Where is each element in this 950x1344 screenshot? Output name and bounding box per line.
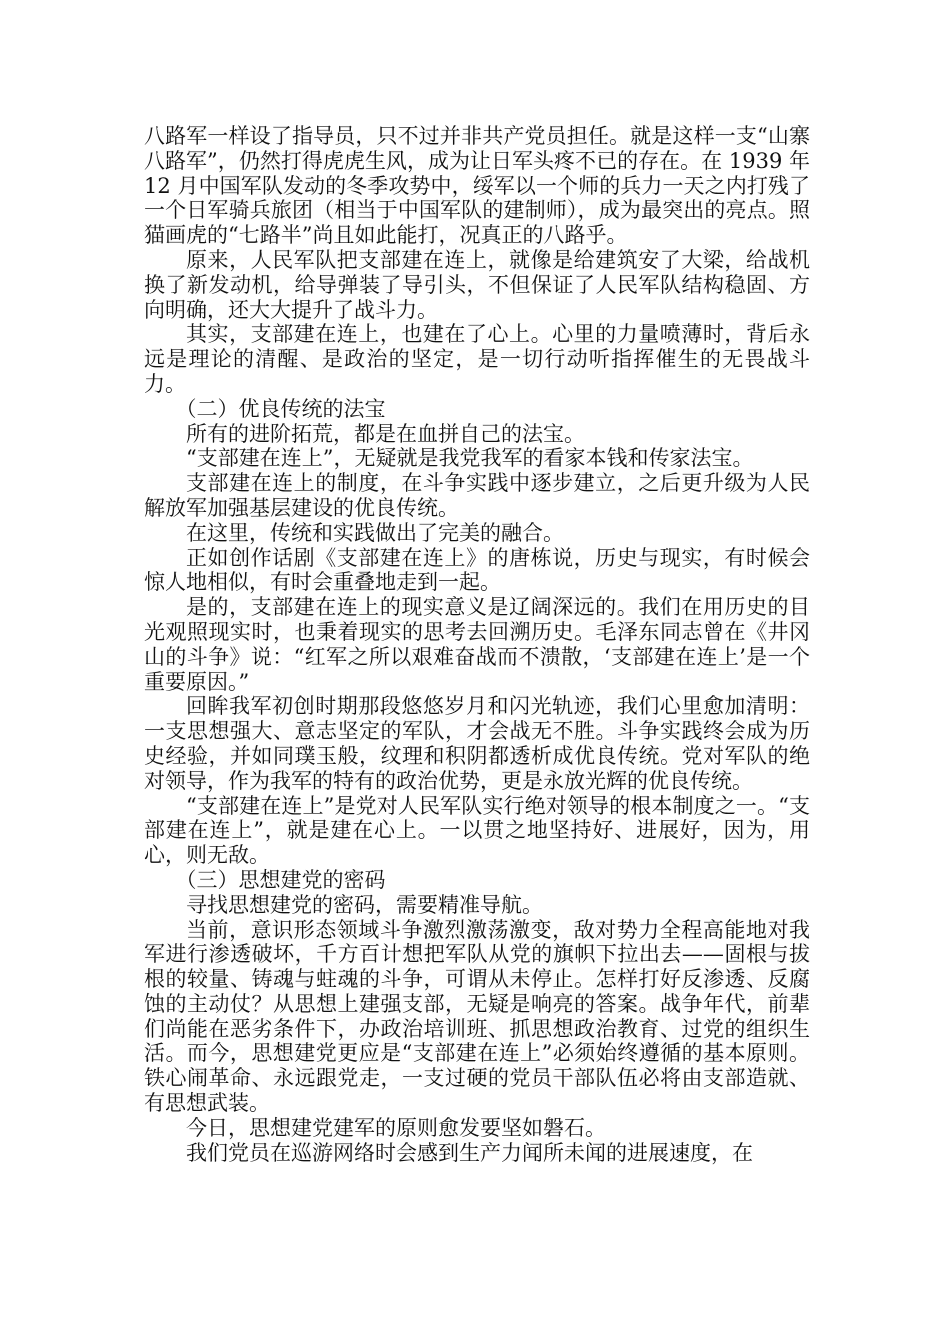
- paragraph: “支部建在连上”是党对人民军队实行绝对领导的根本制度之一。“支部建在连上”，就是建在心上。一以贯之地坚持好、进展好，因为，用心，则无敌。: [144, 793, 810, 868]
- section-heading: （三）思想建党的密码: [175, 867, 386, 892]
- document-page: [144, 124, 810, 1165]
- paragraph: 在这里，传统和实践做出了完美的融合。: [186, 520, 564, 545]
- paragraph: “支部建在连上”，无疑就是我党我军的看家本钱和传家法宝。: [186, 446, 754, 471]
- paragraph: 原来，人民军队把支部建在连上，就像是给建筑安了大梁，给战机换了新发动机，给导弹装了导引头，不但保证了人民军队结构稳固、方向明确，还大大提升了战斗力。: [144, 247, 810, 322]
- section-heading: （二）优良传统的法宝: [175, 396, 386, 421]
- paragraph: 支部建在连上的制度，在斗争实践中逐步建立，之后更升级为人民解放军加强基层建设的优良传统。: [144, 471, 810, 520]
- paragraph: 今日，思想建党建军的原则愈发要坚如磐石。: [186, 1115, 606, 1140]
- paragraph: 回眸我军初创时期那段悠悠岁月和闪光轨迹，我们心里愈加清明：一支思想强大、意志坚定的军队，才会战无不胜。斗争实践终会成为历史经验，并如同璞玉般，纹理和积阴都透析成优良传统。党对军队的绝对领导，作为我军的特有的政治优势，更是永放光辉的优良传统。: [144, 694, 810, 793]
- paragraph: 寻找思想建党的密码，需要精准导航。: [186, 892, 543, 917]
- paragraph: 我们党员在巡游网络时会感到生产力闻所未闻的进展速度，在: [186, 1140, 753, 1165]
- paragraph: 所有的进阶拓荒，都是在血拼自己的法宝。: [186, 421, 585, 446]
- paragraph: 是的，支部建在连上的现实意义是辽阔深远的。我们在用历史的目光观照现实时，也秉着现实的思考去回溯历史。毛泽东同志曾在《井冈山的斗争》说：“红军之所以艰难奋战而不溃散，‘支部建在连上’是一个重要原因。”: [144, 595, 810, 694]
- paragraph: 正如创作话剧《支部建在连上》的唐栋说，历史与现实，有时候会惊人地相似，有时会重叠地走到一起。: [144, 545, 810, 595]
- paragraph-continuation: 八路军一样设了指导员，只不过并非共产党员担任。就是这样一支“山寨八路军”，仍然打得虎虎生风，成为让日军头疼不已的存在。在 1939 年 12 月中国军队发动的冬季攻势中，绥军以一个师的兵力一天之内打残了一个日军骑兵旅团（相当于中国军队的建制师），成为最突出的亮点。照猫画虎的“七路半”尚且如此能打，况真正的八路乎。: [144, 124, 810, 248]
- paragraph: 其实，支部建在连上，也建在了心上。心里的力量喷薄时，背后永远是理论的清醒、是政治的坚定，是一切行动听指挥催生的无畏战斗力。: [144, 322, 810, 396]
- paragraph: 当前，意识形态领域斗争激烈激荡激变，敌对势力全程高能地对我军进行渗透破坏，千方百计想把军队从党的旗帜下拉出去——固根与拔根的较量、铸魂与蛀魂的斗争，可谓从未停止。怎样打好反渗透、反腐蚀的主动仗？从思想上建强支部，无疑是响亮的答案。战争年代，前辈们尚能在恶劣条件下，办政治培训班、抓思想政治教育、过党的组织生活。而今，思想建党更应是“支部建在连上”必须始终遵循的基本原则。铁心闹革命、永远跟党走，一支过硬的党员干部队伍必将由支部造就、有思想武装。: [144, 917, 810, 1116]
